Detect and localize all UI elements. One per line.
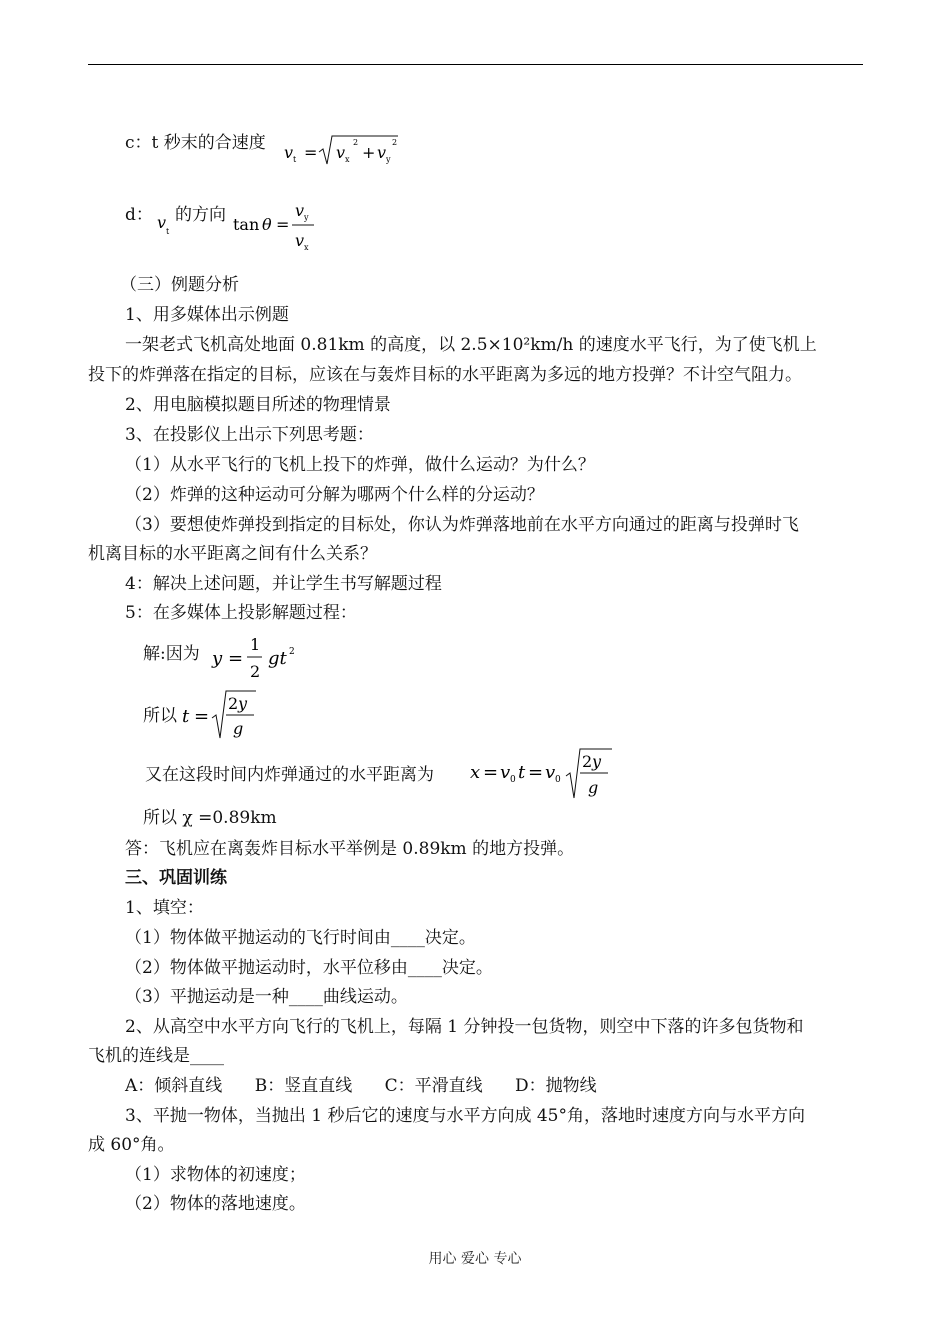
page-footer: 用心 爱心 专心 [428,1251,522,1267]
svg-text:gt: gt [268,648,287,669]
svg-text:v: v [545,762,556,783]
svg-text:v: v [295,201,305,220]
svg-text:=: = [276,215,290,234]
section-example-analysis: （三）例题分析 [120,275,239,295]
solution-step-1-label: 解:因为 [143,644,200,664]
formula-c-label: c：t 秒末的合速度 [125,133,266,153]
exercise-line: 成 60°角。 [88,1135,175,1155]
svg-text:v: v [284,143,294,162]
exercise-options: A：倾斜直线 B：竖直直线 C：平滑直线 D：抛物线 [125,1076,597,1096]
svg-text:y: y [386,155,391,164]
svg-text:v: v [500,762,511,783]
text-line: 1、用多媒体出示例题 [125,305,289,325]
svg-text:θ: θ [262,215,272,234]
svg-text:2: 2 [228,694,239,713]
exercise-line: 飞机的连线是____ [88,1046,224,1066]
text-line: 3、在投影仪上出示下列思考题： [125,425,374,445]
svg-text:0: 0 [510,775,516,785]
svg-text:+: + [362,143,376,162]
exercise-line: （1）求物体的初速度； [125,1165,306,1185]
svg-text:v: v [336,143,346,162]
svg-text:t: t [293,155,297,164]
svg-text:2: 2 [392,138,398,147]
svg-text:y: y [592,752,602,771]
svg-text:2: 2 [250,662,261,681]
section-title-consolidation: 三、巩固训练 [125,868,227,888]
solution-step-4: 所以 χ =0.89km [143,808,277,828]
svg-text:x: x [470,762,481,783]
formula-d-label: d： [125,205,153,225]
formula-c-equation [282,132,402,168]
svg-text:g: g [588,778,599,797]
text-line: 5：在多媒体上投影解题过程： [125,603,357,623]
formula-d-equation [232,198,322,258]
svg-text:v: v [377,143,387,162]
svg-text:y: y [212,648,223,669]
svg-text:t: t [518,762,526,783]
svg-text:tan: tan [233,215,260,234]
formula-t-sqrt [180,688,260,742]
svg-text:=: = [228,648,244,669]
text-line: （3）要想使炸弹投到指定的目标处，你认为炸弹落地前在水平方向通过的距离与投弹时飞 [125,515,799,535]
svg-text:1: 1 [250,635,261,654]
text-line: 投下的炸弹落在指定的目标，应该在与轰炸目标的水平距离为多远的地方投弹？不计空气阻力。 [88,365,802,385]
text-line: 一架老式飞机高处地面 0.81km 的高度，以 2.5×10²km/h 的速度水平飞行，为了使飞机上 [125,335,817,355]
svg-text:2: 2 [353,138,359,147]
exercise-line: （3）平抛运动是一种____曲线运动。 [125,987,408,1007]
svg-text:0: 0 [555,775,561,785]
exercise-line: 1、填空： [125,898,204,918]
text-line: 4：解决上述问题，并让学生书写解题过程 [125,574,442,594]
formula-d-vt [155,212,175,240]
svg-text:=: = [194,706,210,727]
text-line: （1）从水平飞行的飞机上投下的炸弹，做什么运动？为什么？ [125,455,595,475]
svg-text:v: v [157,213,167,232]
text-line: 机离目标的水平距离之间有什么关系？ [88,544,377,564]
text-line: （2）炸弹的这种运动可分解为哪两个什么样的分运动？ [125,485,544,505]
exercise-line: 3、平抛一物体，当抛出 1 秒后它的速度与水平方向成 45°角，落地时速度方向与水平方向 [125,1106,805,1126]
svg-text:g: g [233,719,244,738]
header-rule [88,64,863,65]
svg-text:2: 2 [289,647,295,657]
exercise-line: （2）物体做平抛运动时，水平位移由____决定。 [125,958,493,978]
svg-text:y: y [304,213,309,222]
solution-step-2-label: 所以 [143,706,177,726]
solution-answer: 答：飞机应在离轰炸目标水平举例是 0.89km 的地方投弹。 [125,839,575,859]
svg-text:t: t [182,706,190,727]
formula-d-label-tail: 的方向 [175,205,226,225]
svg-text:x: x [345,155,350,164]
svg-text:t: t [166,227,170,236]
svg-text:x: x [304,243,309,252]
exercise-line: （1）物体做平抛运动的飞行时间由____决定。 [125,928,476,948]
formula-y-half-gt2 [210,630,300,684]
solution-step-3-label: 又在这段时间内炸弹通过的水平距离为 [145,765,434,785]
svg-text:2: 2 [582,752,593,771]
svg-text:=: = [483,762,499,783]
svg-text:y: y [238,694,248,713]
formula-x-v0t [468,746,618,802]
exercise-line: 2、从高空中水平方向飞行的飞机上，每隔 1 分钟投一包货物，则空中下落的许多包货物和 [125,1017,804,1037]
exercise-line: （2）物体的落地速度。 [125,1194,306,1214]
text-line: 2、用电脑模拟题目所述的物理情景 [125,395,391,415]
svg-text:=: = [304,143,318,162]
svg-text:v: v [295,231,305,250]
svg-text:=: = [528,762,544,783]
